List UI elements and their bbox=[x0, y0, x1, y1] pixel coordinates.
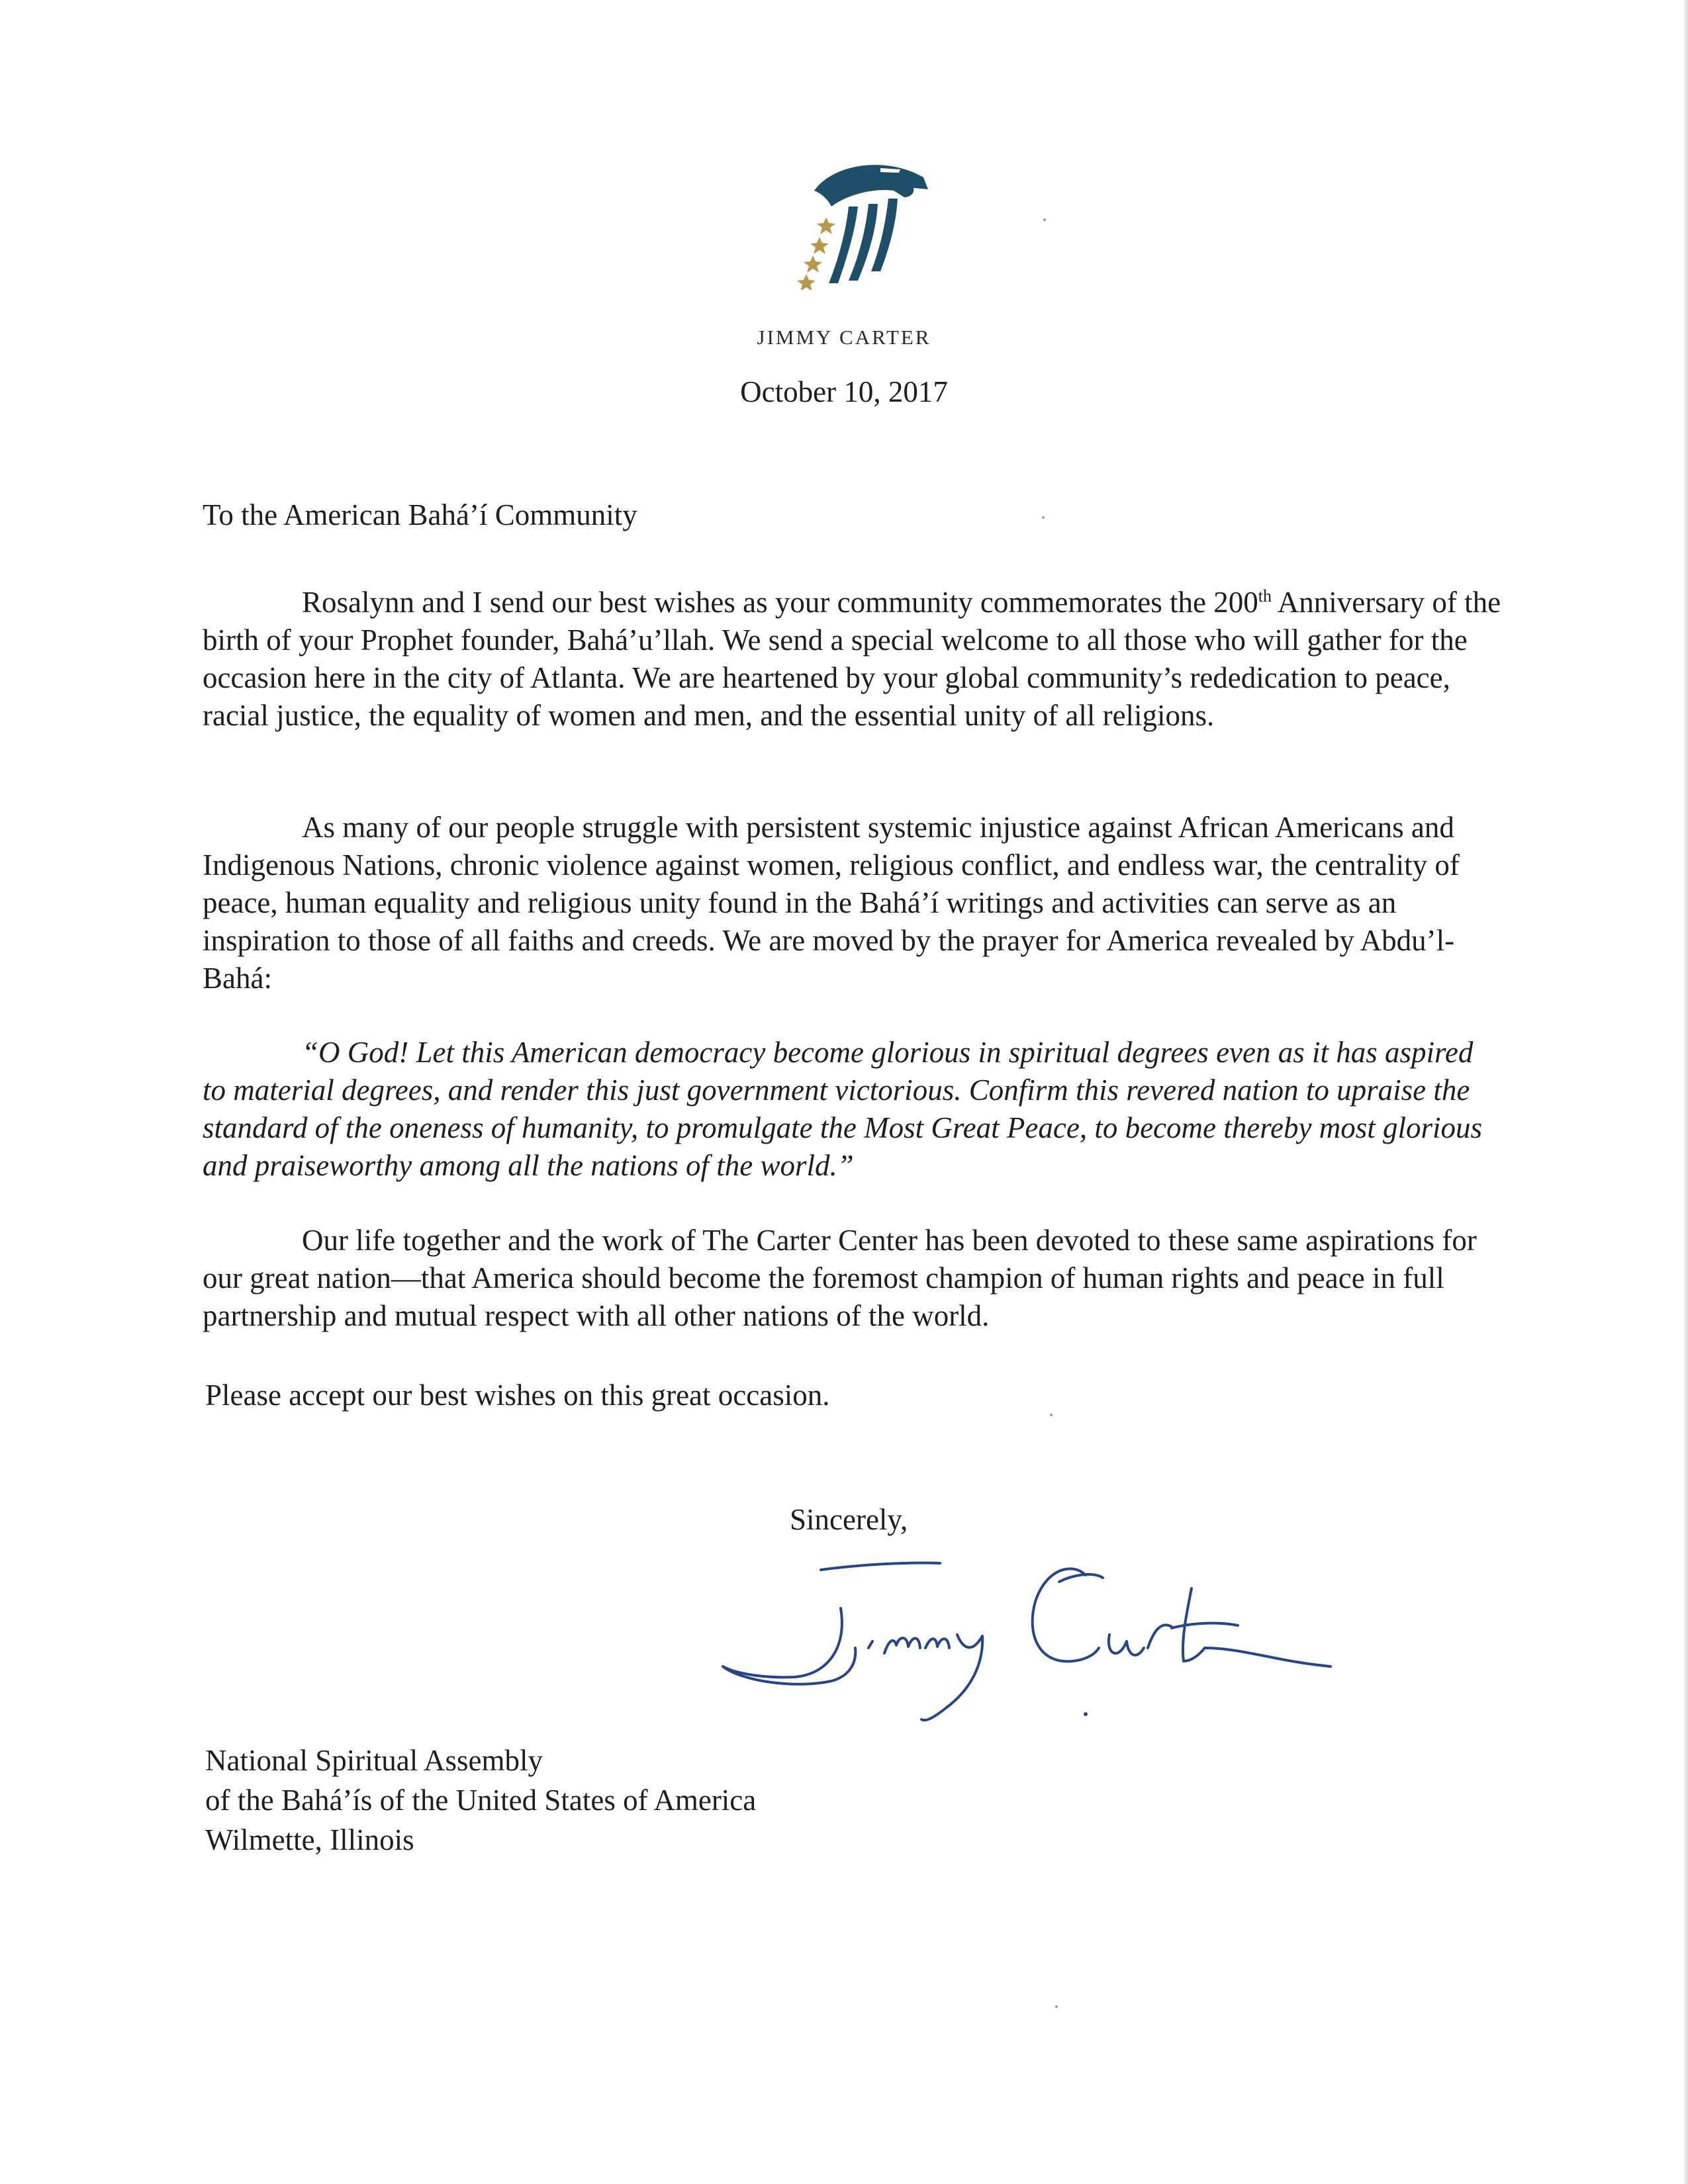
scan-speck bbox=[1055, 2005, 1058, 2008]
paragraph-2: As many of our people struggle with persistent systemic injustice against African Americans and Indigenous Nations, chronic violence against women, religious conflict, and endless war, the centrality of peace, human equality and religious unity found in the Bahá’í writings and activities can serve as an inspiration to those of all faiths and creeds. We are moved by the prayer for America revealed by Abdu’l-Bahá: bbox=[203, 811, 1460, 995]
salutation: To the American Bahá’í Community bbox=[203, 498, 637, 531]
letter-date: October 10, 2017 bbox=[740, 375, 948, 408]
paragraph-3: Our life together and the work of The Carter Center has been devoted to these same aspirations for our great nation—that America should become the foremost champion of human rights and peace in full partnership and mutual respect with all other nations of the world. bbox=[203, 1224, 1477, 1332]
paragraph-1-rest: Anniversary of the birth of your Prophet founder, Bahá’u’llah. We send a special welcome to all those who will gather for the occasion here in the city of Atlanta. We are heartened by your global community’s rededication to peace, racial justice, the equality of women and men, and the essential unity of all religions. bbox=[203, 586, 1501, 732]
recipient-address bbox=[205, 1741, 756, 1860]
letterhead-name: JIMMY CARTER bbox=[757, 326, 931, 349]
closing-line: Please accept our best wishes on this great occasion. bbox=[205, 1379, 830, 1412]
paragraph-1 bbox=[203, 584, 1513, 735]
prayer-quote: “O God! Let this American democracy become glorious in spiritual degrees even as it has aspired to material degrees, and render this just government victorious. Confirm this revered nation to upraise the standard of the oneness of humanity, to promulgate the Most Great Peace, to become thereby most glorious and praiseworthy among all the nations of the world.” bbox=[203, 1036, 1483, 1182]
scan-speck bbox=[1043, 218, 1046, 221]
recipient-line-3: Wilmette, Illinois bbox=[205, 1823, 414, 1856]
scan-speck bbox=[1050, 1414, 1053, 1416]
ordinal-superscript: th bbox=[1258, 586, 1272, 606]
paragraph-1-start: Rosalynn and I send our best wishes as your community commemorates the 200 bbox=[302, 586, 1258, 619]
recipient-line-1: National Spiritual Assembly bbox=[205, 1744, 543, 1777]
eagle-stars-logo-icon bbox=[774, 151, 933, 290]
sincerely: Sincerely, bbox=[790, 1503, 908, 1536]
recipient-line-2: of the Bahá’ís of the United States of America bbox=[205, 1784, 757, 1817]
scan-speck bbox=[1042, 516, 1045, 519]
handwritten-signature bbox=[715, 1549, 1350, 1754]
